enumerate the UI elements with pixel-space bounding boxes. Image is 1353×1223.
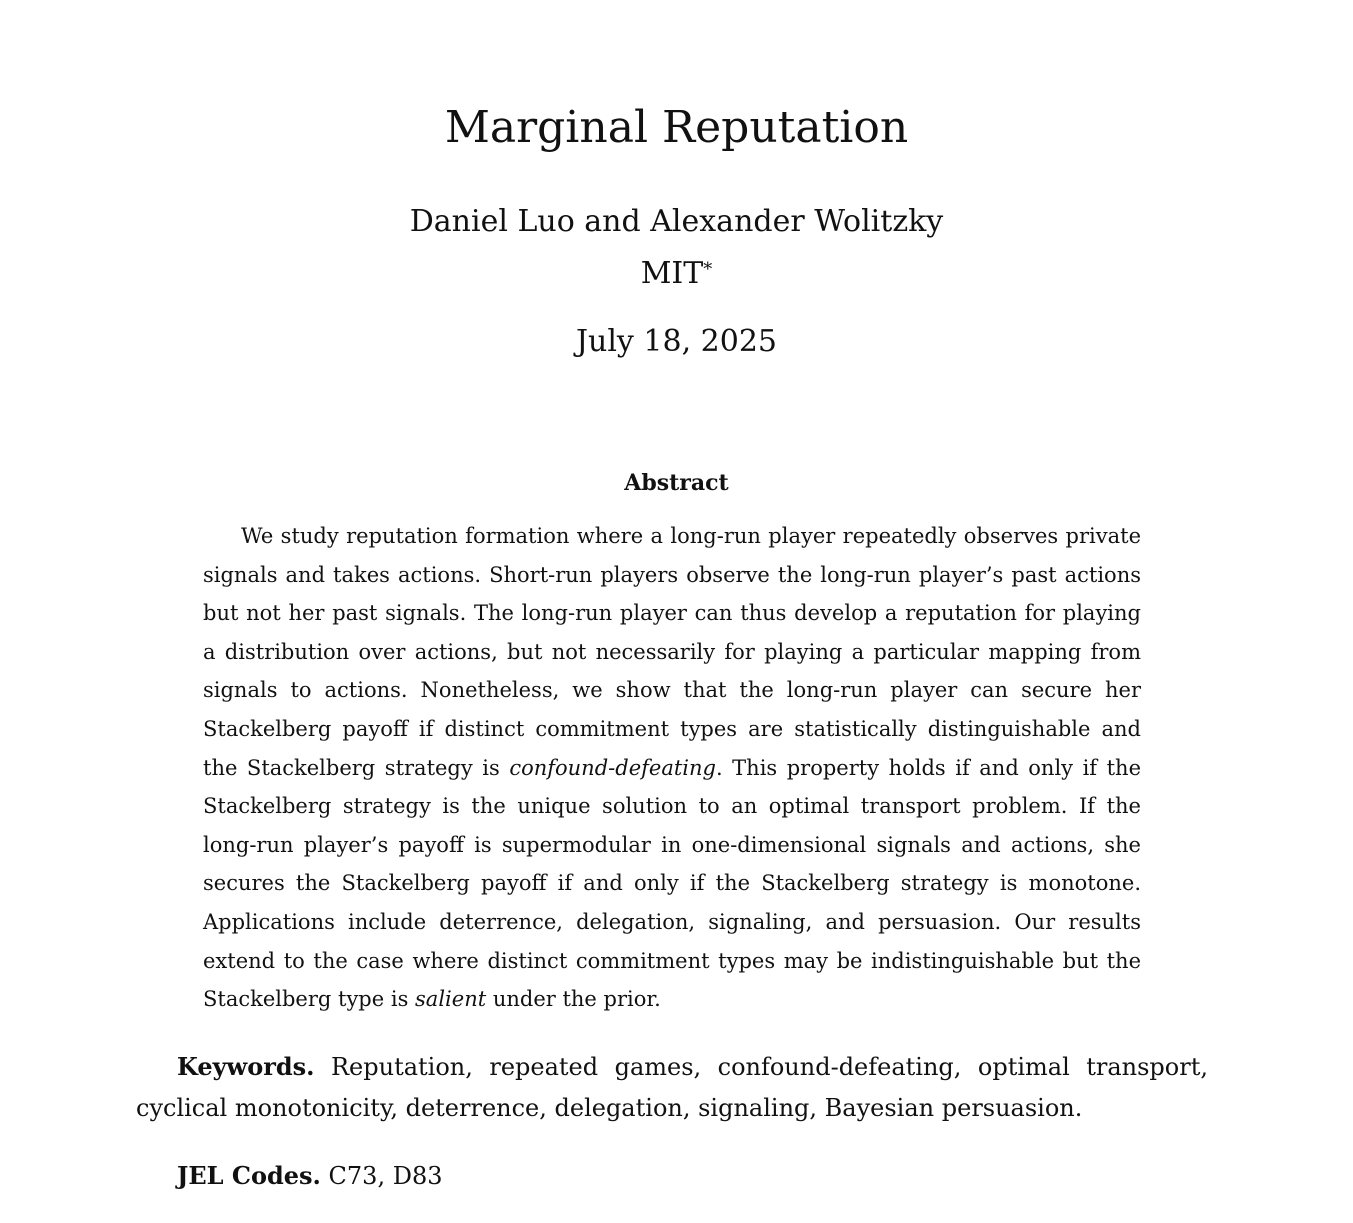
keywords-label: Keywords. [177, 1052, 315, 1081]
jel-codes-list: C73, D83 [328, 1162, 443, 1190]
keywords-paragraph [136, 1046, 1208, 1129]
abstract-emphasis-salient: salient [415, 987, 487, 1012]
abstract-text-part-1: We study reputation formation where a long-run player repeatedly observes private signals and takes actions. Short-run players observe the long-run player’s past actions but not her past signals. The long-run player can thus develop a reputation for playing a distribution over actions, but not necessarily for playing a particular mapping from signals to actions. Nonetheless, we show that the long-run player can secure her Stackelberg payoff if distinct commitment types are statistically distinguishable and the Stackelberg strategy is [203, 524, 1141, 780]
paper-date: July 18, 2025 [575, 324, 778, 359]
abstract-text-part-3: under the prior. [486, 987, 661, 1012]
abstract-text [203, 517, 1141, 1019]
author-list: Daniel Luo and Alexander Wolitzky [409, 204, 944, 239]
paper-title: Marginal Reputation [444, 102, 909, 153]
affiliation-footnote-mark[interactable]: * [703, 259, 713, 280]
abstract-text-part-2: . This property holds if and only if the Stackelberg strategy is the unique solution to an optimal transport problem. If the long-run player’s payoff is supermodular in one-dimensional signals and actions, she secures the Stackelberg payoff if and only if the Stackelberg strategy is monotone. Applications include deterrence, delegation, signaling, and persuasion. Our results extend to the case where distinct commitment types may be indistinguishable but the Stackelberg type is [203, 755, 1141, 1012]
affiliation-name: MIT [640, 256, 704, 291]
keywords-list: Reputation, repeated games, confound-defeating, optimal transport, cyclical monotonicity, deterrence, delegation, signaling, Bayesian persuasion. [136, 1053, 1208, 1122]
abstract-heading: Abstract [624, 470, 729, 496]
jel-codes-label: JEL Codes. [177, 1161, 321, 1190]
abstract-emphasis-confound-defeating: confound-defeating [509, 755, 716, 780]
affiliation [0, 254, 1353, 294]
jel-codes-paragraph [136, 1156, 1208, 1196]
